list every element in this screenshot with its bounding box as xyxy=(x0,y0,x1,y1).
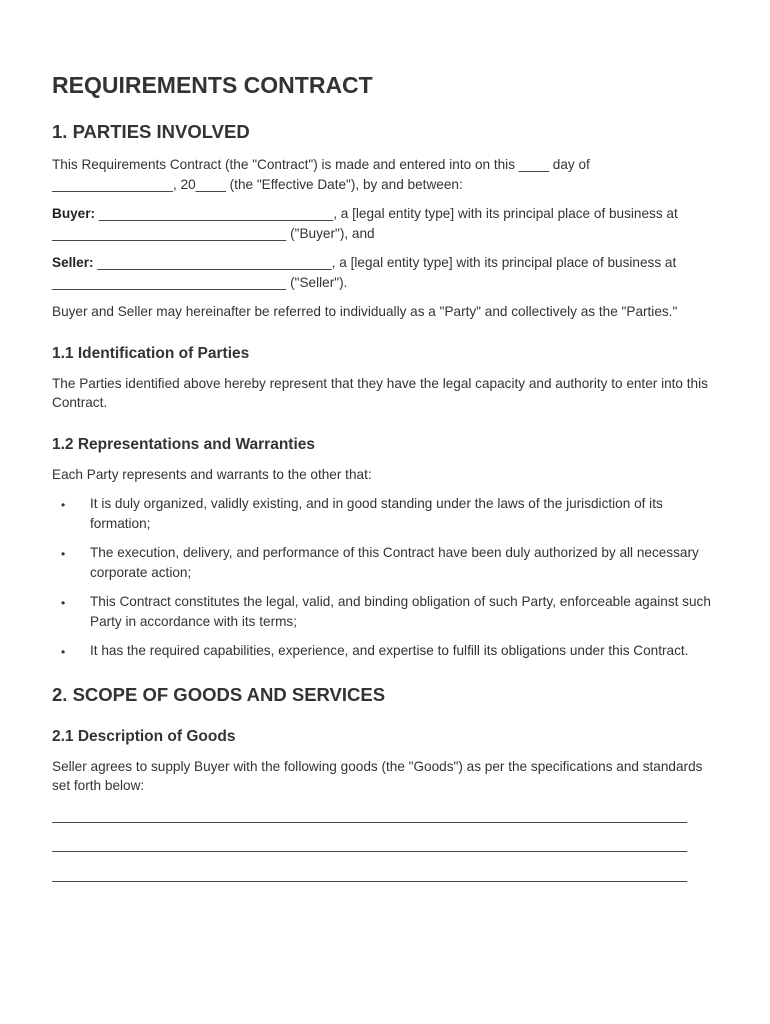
list-item xyxy=(52,641,718,661)
bullet-icon: • xyxy=(61,498,66,512)
section-1-2-heading: 1.2 Representations and Warranties xyxy=(52,435,316,453)
list-item xyxy=(52,494,718,533)
goods-blank-line: ____________________________________________________________________________________ xyxy=(52,837,688,852)
section-2-1-heading: 2.1 Description of Goods xyxy=(52,727,236,745)
goods-blank-line: ____________________________________________________________________________________ xyxy=(52,866,688,882)
section-2-heading: 2. SCOPE OF GOODS AND SERVICES xyxy=(52,683,386,705)
list-item-text: This Contract constitutes the legal, valid, and binding obligation of such Party, enforceable against such Party in accordance with its terms; xyxy=(90,594,711,629)
buyer-text: _______________________________, a [legal entity type] with its principal place of business at _______________________________ ("Buyer"), and xyxy=(52,206,678,241)
seller-paragraph xyxy=(52,253,718,292)
bullet-icon: • xyxy=(61,596,66,610)
bullet-icon: • xyxy=(61,547,66,561)
seller-label: Seller: xyxy=(52,255,94,270)
representations-intro: Each Party represents and warrants to the other that: xyxy=(52,466,372,482)
goods-description-paragraph: Seller agrees to supply Buyer with the following goods (the "Goods") as per the specifications and standards set forth below: xyxy=(52,758,703,793)
buyer-label: Buyer: xyxy=(52,206,96,221)
document-title: REQUIREMENTS CONTRACT xyxy=(52,72,373,98)
section-1-heading: 1. PARTIES INVOLVED xyxy=(52,121,250,142)
section-1-1-heading: 1.1 Identification of Parties xyxy=(52,344,250,362)
contract-intro-paragraph: This Requirements Contract (the "Contract") is made and entered into on this ____ day of ________________, 20____ (the "Effective Date"), by and between: xyxy=(52,157,590,192)
list-item-text: It is duly organized, validly existing, and in good standing under the laws of the jurisdiction of its formation; xyxy=(90,496,663,531)
buyer-paragraph xyxy=(52,204,718,243)
list-item-text: It has the required capabilities, experience, and expertise to fulfill its obligations under this Contract. xyxy=(90,643,689,658)
list-item xyxy=(52,543,718,582)
identification-paragraph: The Parties identified above hereby represent that they have the legal capacity and authority to enter into this Contract. xyxy=(52,375,708,410)
parties-note-paragraph: Buyer and Seller may hereinafter be referred to individually as a "Party" and collectively as the "Parties." xyxy=(52,304,678,319)
list-item xyxy=(52,592,718,631)
goods-blank-line: ____________________________________________________________________________________ xyxy=(52,807,688,823)
representations-list xyxy=(52,494,718,661)
list-item-text: The execution, delivery, and performance of this Contract have been duly authorized by all necessary corporate action; xyxy=(90,545,699,580)
bullet-icon: • xyxy=(61,645,66,659)
seller-text: _______________________________, a [legal entity type] with its principal place of business at _______________________________ ("Seller"). xyxy=(52,255,677,290)
